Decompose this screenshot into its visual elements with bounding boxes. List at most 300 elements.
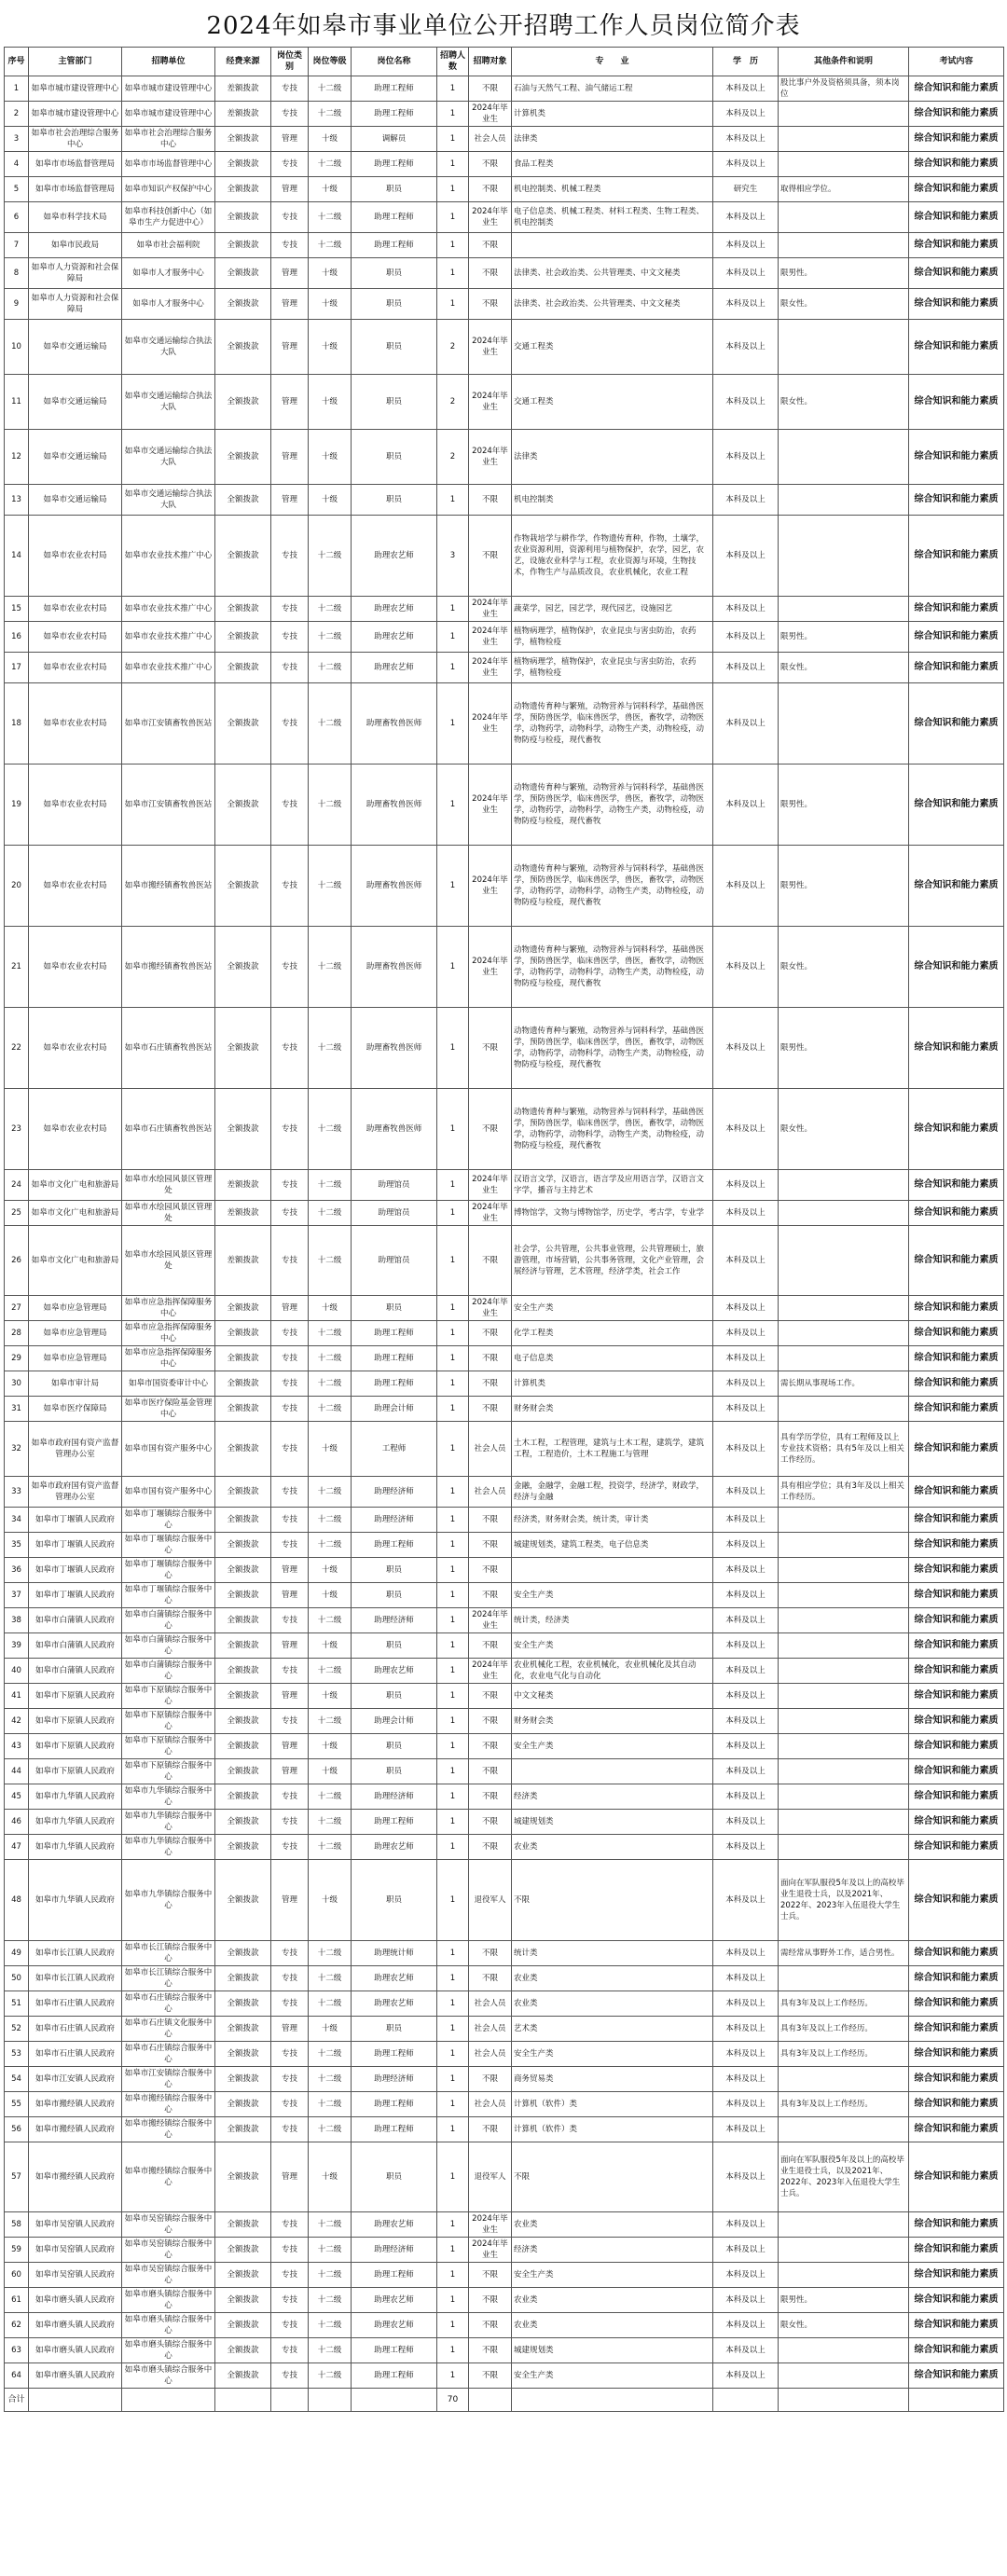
row-number: 25 <box>5 1201 29 1226</box>
table-row <box>5 1810 1004 1835</box>
post-cell: 助理工程师 <box>352 2092 437 2117</box>
table-row <box>5 1397 1004 1422</box>
dept-cell: 如皋市磨头镇人民政府 <box>29 2363 122 2389</box>
fund-cell: 全额拨款 <box>215 233 271 258</box>
category-cell: 专技 <box>271 622 309 653</box>
unit-cell: 如皋市下原镇综合服务中心 <box>122 1709 215 1734</box>
category-cell: 管理 <box>271 430 309 485</box>
education-cell: 本科及以上 <box>713 1422 779 1477</box>
conditions-cell: 限女性。 <box>779 653 909 683</box>
major-cell <box>512 1558 713 1583</box>
table-row <box>5 1835 1004 1860</box>
unit-cell: 如皋市国资委审计中心 <box>122 1371 215 1397</box>
row-number: 18 <box>5 683 29 765</box>
category-cell: 专技 <box>271 2212 309 2238</box>
row-number: 2 <box>5 102 29 127</box>
major-cell: 农业类 <box>512 2288 713 2313</box>
count-cell: 1 <box>437 1583 469 1608</box>
exam-cell: 综合知识和能力素质 <box>909 927 1004 1008</box>
conditions-cell <box>779 1201 909 1226</box>
education-cell: 本科及以上 <box>713 1371 779 1397</box>
table-body <box>5 76 1004 2389</box>
exam-cell: 综合知识和能力素质 <box>909 1422 1004 1477</box>
conditions-cell: 限男性。 <box>779 2288 909 2313</box>
count-cell: 1 <box>437 1346 469 1371</box>
dept-cell: 如皋市交通运输局 <box>29 485 122 516</box>
target-cell: 2024年毕业生 <box>469 375 512 430</box>
row-number: 46 <box>5 1810 29 1835</box>
grade-cell: 十级 <box>309 485 352 516</box>
fund-cell: 全额拨款 <box>215 1941 271 1966</box>
exam-cell: 综合知识和能力素质 <box>909 177 1004 202</box>
conditions-cell: 限男性。 <box>779 1008 909 1089</box>
header-cell: 序号 <box>5 48 29 76</box>
row-number: 35 <box>5 1533 29 1558</box>
education-cell: 本科及以上 <box>713 2067 779 2092</box>
category-cell: 专技 <box>271 2338 309 2363</box>
exam-cell: 综合知识和能力素质 <box>909 1477 1004 1508</box>
unit-cell: 如皋市社会福利院 <box>122 233 215 258</box>
fund-cell: 全额拨款 <box>215 2142 271 2212</box>
grade-cell: 十二级 <box>309 1709 352 1734</box>
unit-cell: 如皋市农业技术推广中心 <box>122 597 215 622</box>
fund-cell: 全额拨款 <box>215 597 271 622</box>
grade-cell: 十级 <box>309 2142 352 2212</box>
post-cell: 助理工程师 <box>352 233 437 258</box>
count-cell: 1 <box>437 1966 469 1991</box>
target-cell: 不限 <box>469 258 512 289</box>
row-number: 13 <box>5 485 29 516</box>
education-cell: 本科及以上 <box>713 622 779 653</box>
fund-cell: 全额拨款 <box>215 1371 271 1397</box>
category-cell: 专技 <box>271 927 309 1008</box>
conditions-cell <box>779 1226 909 1296</box>
row-number: 33 <box>5 1477 29 1508</box>
count-cell: 1 <box>437 202 469 233</box>
unit-cell: 如皋市下原镇综合服务中心 <box>122 1734 215 1759</box>
post-cell: 助理馆员 <box>352 1226 437 1296</box>
fund-cell: 全额拨款 <box>215 1008 271 1089</box>
row-number: 26 <box>5 1226 29 1296</box>
dept-cell: 如皋市长江镇人民政府 <box>29 1941 122 1966</box>
category-cell: 专技 <box>271 2363 309 2389</box>
category-cell: 专技 <box>271 1226 309 1296</box>
row-number: 31 <box>5 1397 29 1422</box>
conditions-cell <box>779 2263 909 2288</box>
grade-cell: 十二级 <box>309 2263 352 2288</box>
unit-cell: 如皋市吴窑镇综合服务中心 <box>122 2263 215 2288</box>
row-number: 1 <box>5 76 29 102</box>
fund-cell: 全额拨款 <box>215 1966 271 1991</box>
table-row <box>5 1477 1004 1508</box>
table-row <box>5 597 1004 622</box>
post-cell: 助理经济师 <box>352 2238 437 2263</box>
major-cell: 法律类 <box>512 430 713 485</box>
table-row <box>5 430 1004 485</box>
conditions-cell <box>779 485 909 516</box>
fund-cell: 全额拨款 <box>215 1089 271 1170</box>
grade-cell: 十二级 <box>309 2117 352 2142</box>
total-label: 合计 <box>5 2389 29 2412</box>
education-cell: 本科及以上 <box>713 2238 779 2263</box>
count-cell: 1 <box>437 289 469 320</box>
count-cell: 1 <box>437 2067 469 2092</box>
category-cell: 管理 <box>271 177 309 202</box>
fund-cell: 全额拨款 <box>215 2017 271 2042</box>
row-number: 34 <box>5 1508 29 1533</box>
target-cell: 2024年毕业生 <box>469 1201 512 1226</box>
count-cell: 1 <box>437 102 469 127</box>
row-number: 60 <box>5 2263 29 2288</box>
fund-cell: 全额拨款 <box>215 1860 271 1941</box>
dept-cell: 如皋市丁堰镇人民政府 <box>29 1533 122 1558</box>
unit-cell: 如皋市九华镇综合服务中心 <box>122 1810 215 1835</box>
education-cell: 本科及以上 <box>713 2142 779 2212</box>
unit-cell: 如皋市市场监督管理中心 <box>122 152 215 177</box>
post-cell: 助理馆员 <box>352 1201 437 1226</box>
category-cell: 专技 <box>271 516 309 597</box>
header-cell: 主管部门 <box>29 48 122 76</box>
table-row <box>5 2142 1004 2212</box>
education-cell: 本科及以上 <box>713 1608 779 1633</box>
count-cell: 1 <box>437 1991 469 2017</box>
grade-cell: 十级 <box>309 375 352 430</box>
fund-cell: 全额拨款 <box>215 430 271 485</box>
post-cell: 职员 <box>352 1860 437 1941</box>
education-cell: 本科及以上 <box>713 258 779 289</box>
education-cell: 本科及以上 <box>713 1201 779 1226</box>
exam-cell: 综合知识和能力素质 <box>909 2212 1004 2238</box>
fund-cell: 全额拨款 <box>215 485 271 516</box>
post-cell: 助理经济师 <box>352 1608 437 1633</box>
target-cell: 不限 <box>469 1008 512 1089</box>
major-cell: 不限 <box>512 1860 713 1941</box>
education-cell: 本科及以上 <box>713 1684 779 1709</box>
total-row <box>5 2389 1004 2412</box>
table-row <box>5 1633 1004 1659</box>
dept-cell: 如皋市市场监督管理局 <box>29 177 122 202</box>
count-cell: 3 <box>437 516 469 597</box>
row-number: 48 <box>5 1860 29 1941</box>
conditions-cell: 限女性。 <box>779 1089 909 1170</box>
education-cell: 本科及以上 <box>713 1633 779 1659</box>
education-cell: 本科及以上 <box>713 2212 779 2238</box>
major-cell: 动物遗传育种与繁殖，动物营养与饲料科学，基础兽医学，预防兽医学，临床兽医学，兽医，畜牧学，动物医学，动物药学，动物科学，动物生产类，动物检疫，动物防疫与检疫，现代畜牧 <box>512 765 713 846</box>
post-cell: 助理经济师 <box>352 1508 437 1533</box>
category-cell: 专技 <box>271 1477 309 1508</box>
target-cell: 不限 <box>469 2117 512 2142</box>
grade-cell: 十二级 <box>309 1346 352 1371</box>
exam-cell: 综合知识和能力素质 <box>909 2092 1004 2117</box>
dept-cell: 如皋市白蒲镇人民政府 <box>29 1633 122 1659</box>
unit-cell: 如皋市丁堰镇综合服务中心 <box>122 1533 215 1558</box>
category-cell: 管理 <box>271 1558 309 1583</box>
table-row <box>5 1201 1004 1226</box>
dept-cell: 如皋市下原镇人民政府 <box>29 1734 122 1759</box>
target-cell: 不限 <box>469 1226 512 1296</box>
unit-cell: 如皋市水绘园风景区管理处 <box>122 1226 215 1296</box>
unit-cell: 如皋市社会治理综合服务中心 <box>122 127 215 152</box>
major-cell: 计算机（软件）类 <box>512 2092 713 2117</box>
table-row <box>5 1583 1004 1608</box>
target-cell: 不限 <box>469 152 512 177</box>
major-cell: 化学工程类 <box>512 1321 713 1346</box>
post-cell: 调解员 <box>352 127 437 152</box>
table-row <box>5 2363 1004 2389</box>
category-cell: 专技 <box>271 1371 309 1397</box>
grade-cell: 十二级 <box>309 622 352 653</box>
unit-cell: 如皋市丁堰镇综合服务中心 <box>122 1508 215 1533</box>
education-cell: 本科及以上 <box>713 485 779 516</box>
unit-cell: 如皋市交通运输综合执法大队 <box>122 485 215 516</box>
target-cell: 不限 <box>469 1397 512 1422</box>
education-cell: 本科及以上 <box>713 1296 779 1321</box>
post-cell: 助理工程师 <box>352 1321 437 1346</box>
education-cell: 本科及以上 <box>713 683 779 765</box>
header-row <box>5 48 1004 76</box>
fund-cell: 全额拨款 <box>215 1633 271 1659</box>
table-row <box>5 1170 1004 1201</box>
dept-cell: 如皋市城市建设管理中心 <box>29 102 122 127</box>
row-number: 40 <box>5 1659 29 1684</box>
grade-cell: 十二级 <box>309 2288 352 2313</box>
target-cell: 不限 <box>469 1784 512 1810</box>
category-cell: 管理 <box>271 1860 309 1941</box>
dept-cell: 如皋市文化广电和旅游局 <box>29 1170 122 1201</box>
dept-cell: 如皋市搬经镇人民政府 <box>29 2142 122 2212</box>
post-cell: 助理畜牧兽医师 <box>352 1008 437 1089</box>
count-cell: 1 <box>437 1633 469 1659</box>
grade-cell: 十级 <box>309 1734 352 1759</box>
post-cell: 助理工程师 <box>352 102 437 127</box>
fund-cell: 全额拨款 <box>215 2313 271 2338</box>
major-cell: 计算机类 <box>512 102 713 127</box>
grade-cell: 十级 <box>309 1422 352 1477</box>
row-number: 4 <box>5 152 29 177</box>
post-cell: 职员 <box>352 430 437 485</box>
grade-cell: 十二级 <box>309 2238 352 2263</box>
education-cell: 本科及以上 <box>713 1659 779 1684</box>
grade-cell: 十二级 <box>309 597 352 622</box>
dept-cell: 如皋市政府国有资产监督管理办公室 <box>29 1477 122 1508</box>
category-cell: 专技 <box>271 76 309 102</box>
conditions-cell: 具有3年及以上工作经历。 <box>779 2092 909 2117</box>
row-number: 53 <box>5 2042 29 2067</box>
header-cell: 岗位类别 <box>271 48 309 76</box>
fund-cell: 全额拨款 <box>215 765 271 846</box>
exam-cell: 综合知识和能力素质 <box>909 1583 1004 1608</box>
exam-cell: 综合知识和能力素质 <box>909 653 1004 683</box>
post-cell: 职员 <box>352 1296 437 1321</box>
count-cell: 1 <box>437 2288 469 2313</box>
conditions-cell <box>779 1709 909 1734</box>
unit-cell: 如皋市搬经镇畜牧兽医站 <box>122 927 215 1008</box>
conditions-cell: 限女性。 <box>779 289 909 320</box>
dept-cell: 如皋市九华镇人民政府 <box>29 1835 122 1860</box>
target-cell: 不限 <box>469 1583 512 1608</box>
post-cell: 助理畜牧兽医师 <box>352 1089 437 1170</box>
category-cell: 管理 <box>271 2142 309 2212</box>
conditions-cell <box>779 1346 909 1371</box>
category-cell: 专技 <box>271 2263 309 2288</box>
table-row <box>5 1226 1004 1296</box>
fund-cell: 全额拨款 <box>215 289 271 320</box>
exam-cell: 综合知识和能力素质 <box>909 1734 1004 1759</box>
conditions-cell: 限女性。 <box>779 2313 909 2338</box>
count-cell: 1 <box>437 1371 469 1397</box>
conditions-cell: 取得相应学位。 <box>779 177 909 202</box>
count-cell: 2 <box>437 430 469 485</box>
header-cell: 考试内容 <box>909 48 1004 76</box>
grade-cell: 十二级 <box>309 1608 352 1633</box>
table-row <box>5 1371 1004 1397</box>
table-row <box>5 1533 1004 1558</box>
grade-cell: 十级 <box>309 177 352 202</box>
table-row <box>5 202 1004 233</box>
unit-cell: 如皋市九华镇综合服务中心 <box>122 1835 215 1860</box>
fund-cell: 全额拨款 <box>215 683 271 765</box>
table-row <box>5 1784 1004 1810</box>
count-cell: 1 <box>437 2313 469 2338</box>
unit-cell: 如皋市人才服务中心 <box>122 289 215 320</box>
conditions-cell <box>779 102 909 127</box>
target-cell: 不限 <box>469 2288 512 2313</box>
category-cell: 管理 <box>271 375 309 430</box>
fund-cell: 全额拨款 <box>215 127 271 152</box>
major-cell: 机电控制类、机械工程类 <box>512 177 713 202</box>
conditions-cell <box>779 1533 909 1558</box>
conditions-cell <box>779 1608 909 1633</box>
row-number: 62 <box>5 2313 29 2338</box>
fund-cell: 全额拨款 <box>215 927 271 1008</box>
major-cell: 安全生产类 <box>512 1583 713 1608</box>
dept-cell: 如皋市城市建设管理中心 <box>29 76 122 102</box>
unit-cell: 如皋市交通运输综合执法大队 <box>122 430 215 485</box>
major-cell: 统计类，经济类 <box>512 1608 713 1633</box>
exam-cell: 综合知识和能力素质 <box>909 622 1004 653</box>
table-row <box>5 1422 1004 1477</box>
count-cell: 1 <box>437 597 469 622</box>
header-cell: 招聘对象 <box>469 48 512 76</box>
target-cell: 不限 <box>469 177 512 202</box>
conditions-cell <box>779 2117 909 2142</box>
table-row <box>5 258 1004 289</box>
major-cell: 法律类、社会政治类、公共管理类、中文文秘类 <box>512 258 713 289</box>
fund-cell: 全额拨款 <box>215 320 271 375</box>
grade-cell: 十二级 <box>309 1477 352 1508</box>
count-cell: 1 <box>437 1422 469 1477</box>
exam-cell: 综合知识和能力素质 <box>909 1991 1004 2017</box>
major-cell: 农业类 <box>512 1966 713 1991</box>
major-cell: 蔬菜学，园艺，园艺学，现代园艺，设施园艺 <box>512 597 713 622</box>
conditions-cell <box>779 1296 909 1321</box>
post-cell: 助理会计师 <box>352 1397 437 1422</box>
major-cell: 电子信息类、机械工程类、材料工程类、生物工程类、机电控制类 <box>512 202 713 233</box>
grade-cell: 十二级 <box>309 1810 352 1835</box>
conditions-cell <box>779 1170 909 1201</box>
education-cell: 本科及以上 <box>713 202 779 233</box>
conditions-cell <box>779 1966 909 1991</box>
fund-cell: 差额拨款 <box>215 1226 271 1296</box>
conditions-cell <box>779 1684 909 1709</box>
major-cell: 农业类 <box>512 1835 713 1860</box>
grade-cell: 十级 <box>309 127 352 152</box>
dept-cell: 如皋市农业农村局 <box>29 846 122 927</box>
target-cell: 2024年毕业生 <box>469 102 512 127</box>
count-cell: 1 <box>437 1709 469 1734</box>
category-cell: 专技 <box>271 846 309 927</box>
count-cell: 1 <box>437 1759 469 1784</box>
post-cell: 助理农艺师 <box>352 597 437 622</box>
post-cell: 助理工程师 <box>352 1533 437 1558</box>
unit-cell: 如皋市城市建设管理中心 <box>122 102 215 127</box>
exam-cell: 综合知识和能力素质 <box>909 1508 1004 1533</box>
row-number: 47 <box>5 1835 29 1860</box>
grade-cell: 十二级 <box>309 1397 352 1422</box>
header-cell: 岗位名称 <box>352 48 437 76</box>
count-cell: 1 <box>437 1296 469 1321</box>
post-cell: 助理农艺师 <box>352 622 437 653</box>
category-cell: 专技 <box>271 1533 309 1558</box>
post-cell: 助理农艺师 <box>352 2212 437 2238</box>
conditions-cell: 限男性。 <box>779 765 909 846</box>
major-cell: 不限 <box>512 2142 713 2212</box>
fund-cell: 全额拨款 <box>215 258 271 289</box>
unit-cell: 如皋市城市建设管理中心 <box>122 76 215 102</box>
unit-cell: 如皋市石庄镇综合服务中心 <box>122 2042 215 2067</box>
exam-cell: 综合知识和能力素质 <box>909 430 1004 485</box>
count-cell: 2 <box>437 320 469 375</box>
major-cell: 电子信息类 <box>512 1346 713 1371</box>
fund-cell: 全额拨款 <box>215 1583 271 1608</box>
row-number: 16 <box>5 622 29 653</box>
exam-cell: 综合知识和能力素质 <box>909 1784 1004 1810</box>
fund-cell: 全额拨款 <box>215 1784 271 1810</box>
post-cell: 职员 <box>352 320 437 375</box>
target-cell: 社会人员 <box>469 2042 512 2067</box>
table-row <box>5 683 1004 765</box>
row-number: 23 <box>5 1089 29 1170</box>
category-cell: 专技 <box>271 2117 309 2142</box>
major-cell: 安全生产类 <box>512 2263 713 2288</box>
post-cell: 职员 <box>352 2142 437 2212</box>
major-cell: 农业类 <box>512 2313 713 2338</box>
education-cell: 本科及以上 <box>713 1170 779 1201</box>
post-cell: 职员 <box>352 2017 437 2042</box>
category-cell: 专技 <box>271 1346 309 1371</box>
dept-cell: 如皋市民政局 <box>29 233 122 258</box>
exam-cell: 综合知识和能力素质 <box>909 1759 1004 1784</box>
grade-cell: 十二级 <box>309 1659 352 1684</box>
count-cell: 1 <box>437 2338 469 2363</box>
grade-cell: 十二级 <box>309 1321 352 1346</box>
target-cell: 2024年毕业生 <box>469 622 512 653</box>
exam-cell: 综合知识和能力素质 <box>909 1226 1004 1296</box>
target-cell: 不限 <box>469 289 512 320</box>
exam-cell: 综合知识和能力素质 <box>909 1966 1004 1991</box>
count-cell: 1 <box>437 927 469 1008</box>
table-row <box>5 2238 1004 2263</box>
target-cell: 2024年毕业生 <box>469 1608 512 1633</box>
category-cell: 专技 <box>271 765 309 846</box>
exam-cell: 综合知识和能力素质 <box>909 1089 1004 1170</box>
count-cell: 1 <box>437 2042 469 2067</box>
target-cell: 2024年毕业生 <box>469 846 512 927</box>
unit-cell: 如皋市磨头镇综合服务中心 <box>122 2288 215 2313</box>
target-cell: 不限 <box>469 2067 512 2092</box>
row-number: 28 <box>5 1321 29 1346</box>
conditions-cell <box>779 2338 909 2363</box>
